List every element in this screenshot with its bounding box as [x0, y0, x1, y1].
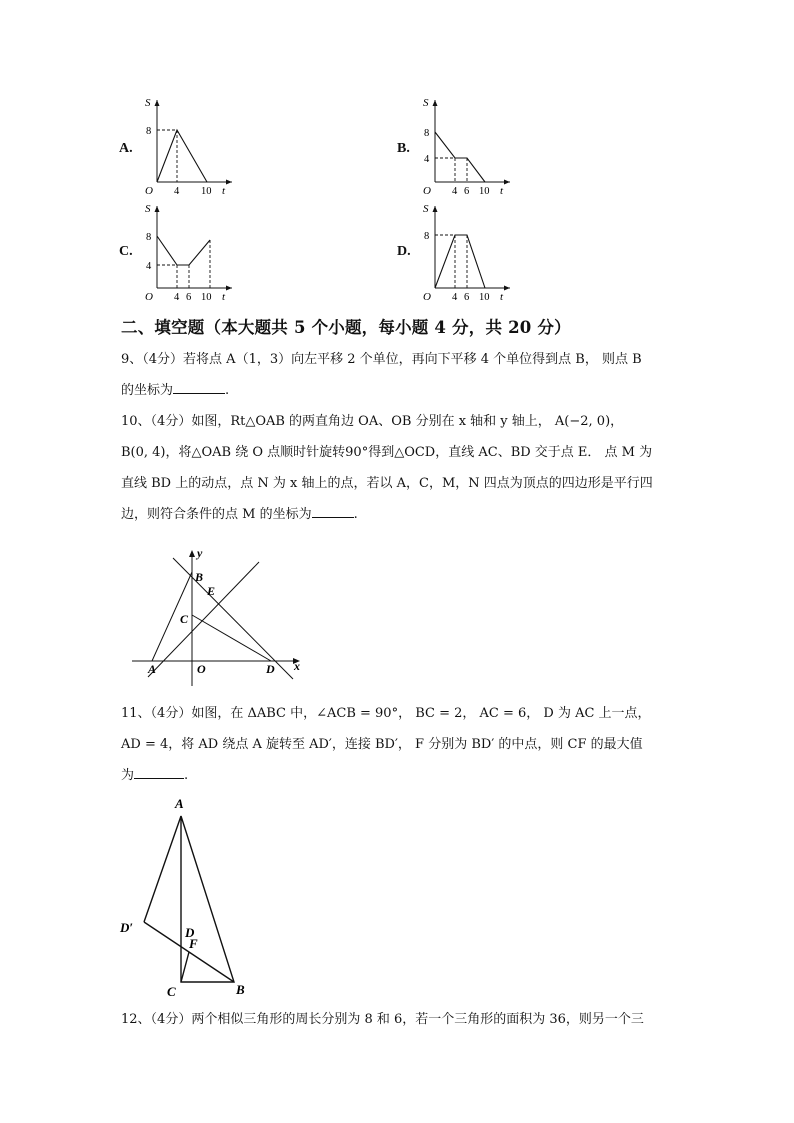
figure-11 — [116, 792, 256, 998]
svg-text:4: 4 — [452, 292, 458, 303]
svg-text:8: 8 — [424, 128, 430, 139]
svg-text:10: 10 — [201, 292, 212, 303]
svg-text:t: t — [500, 185, 504, 197]
svg-text:S: S — [423, 97, 429, 109]
svg-text:E: E — [207, 584, 216, 598]
section-title: 二、填空题（本大题共 5 个小题，每小题 4 分，共 20 分） — [121, 318, 571, 337]
graph-line — [157, 130, 207, 182]
option-c-graph — [140, 198, 240, 306]
answer-blank — [173, 379, 225, 394]
svg-text:D′: D′ — [120, 920, 134, 935]
svg-text:D: D — [266, 662, 275, 676]
answer-blank — [134, 764, 184, 779]
question-10: 10、（4分）如图，Rt△OAB 的两直角边 OA、OB 分别在 x 轴和 y 轴上， A(−2, 0)， B(0, 4)，将△OAB 绕 O 点顺时针旋转90°得到△OCD，直线 AC、BD 交于点 E． 点 M 为 直线 BD 上的动点，点 N 为 x 轴上的点，若以 A，C，M，N 四点为顶点的四边形是平行四 边，则符合条件的点 M 的坐标为 . — [121, 414, 653, 522]
svg-text:6: 6 — [464, 186, 470, 197]
svg-text:F: F — [189, 936, 198, 951]
svg-text:10: 10 — [479, 292, 490, 303]
svg-text:10: 10 — [201, 186, 212, 197]
svg-text:y: y — [197, 546, 203, 560]
svg-text:O: O — [145, 185, 153, 197]
option-d-label: D. — [397, 244, 411, 259]
svg-text:O: O — [423, 185, 431, 197]
option-a-graph — [140, 92, 240, 200]
svg-text:O: O — [423, 291, 431, 303]
svg-text:A: A — [148, 662, 157, 676]
svg-text:S: S — [423, 203, 429, 215]
svg-text:B: B — [236, 982, 245, 997]
svg-text:D: D — [185, 925, 195, 940]
svg-text:6: 6 — [464, 292, 470, 303]
svg-text:B: B — [195, 570, 204, 584]
svg-text:x: x — [294, 659, 300, 673]
svg-text:O: O — [197, 662, 206, 676]
svg-text:C: C — [167, 984, 176, 998]
s-label: S — [145, 97, 151, 109]
answer-blank — [312, 503, 354, 518]
svg-text:4: 4 — [146, 261, 152, 272]
svg-text:C: C — [180, 612, 189, 626]
svg-text:4: 4 — [174, 292, 180, 303]
svg-text:A: A — [175, 796, 184, 811]
question-12: 12、（4分）两个相似三角形的周长分别为 8 和 6，若一个三角形的面积为 36，则另一个三 — [121, 1012, 644, 1027]
svg-text:8: 8 — [146, 126, 152, 137]
svg-text:S: S — [145, 203, 151, 215]
svg-text:t: t — [500, 291, 504, 303]
option-d-graph — [418, 198, 518, 306]
option-a-label: A. — [119, 141, 133, 156]
svg-text:t: t — [222, 185, 226, 197]
option-b-graph — [418, 92, 518, 200]
figure-10 — [128, 546, 308, 690]
svg-text:4: 4 — [452, 186, 458, 197]
svg-text:4: 4 — [174, 186, 180, 197]
option-b-label: B. — [397, 141, 410, 156]
svg-text:t: t — [222, 291, 226, 303]
svg-text:8: 8 — [424, 231, 430, 242]
svg-text:10: 10 — [479, 186, 490, 197]
svg-text:6: 6 — [186, 292, 192, 303]
option-c-label: C. — [119, 244, 133, 259]
svg-text:4: 4 — [424, 154, 430, 165]
question-9: 9、（4分）若将点 A（1，3）向左平移 2 个单位，再向下平移 4 个单位得到点 B， 则点 B 的坐标为 . — [121, 352, 642, 398]
svg-text:O: O — [145, 291, 153, 303]
svg-text:8: 8 — [146, 232, 152, 243]
question-11: 11、（4分）如图，在 ΔABC 中，∠ACB = 90°， BC = 2， AC = 6， D 为 AC 上一点， AD = 4，将 AD 绕点 A 旋转至 AD′，连接 BD′， F 分别为 BD′ 的中点，则 CF 的最大值 为 . — [121, 706, 651, 783]
